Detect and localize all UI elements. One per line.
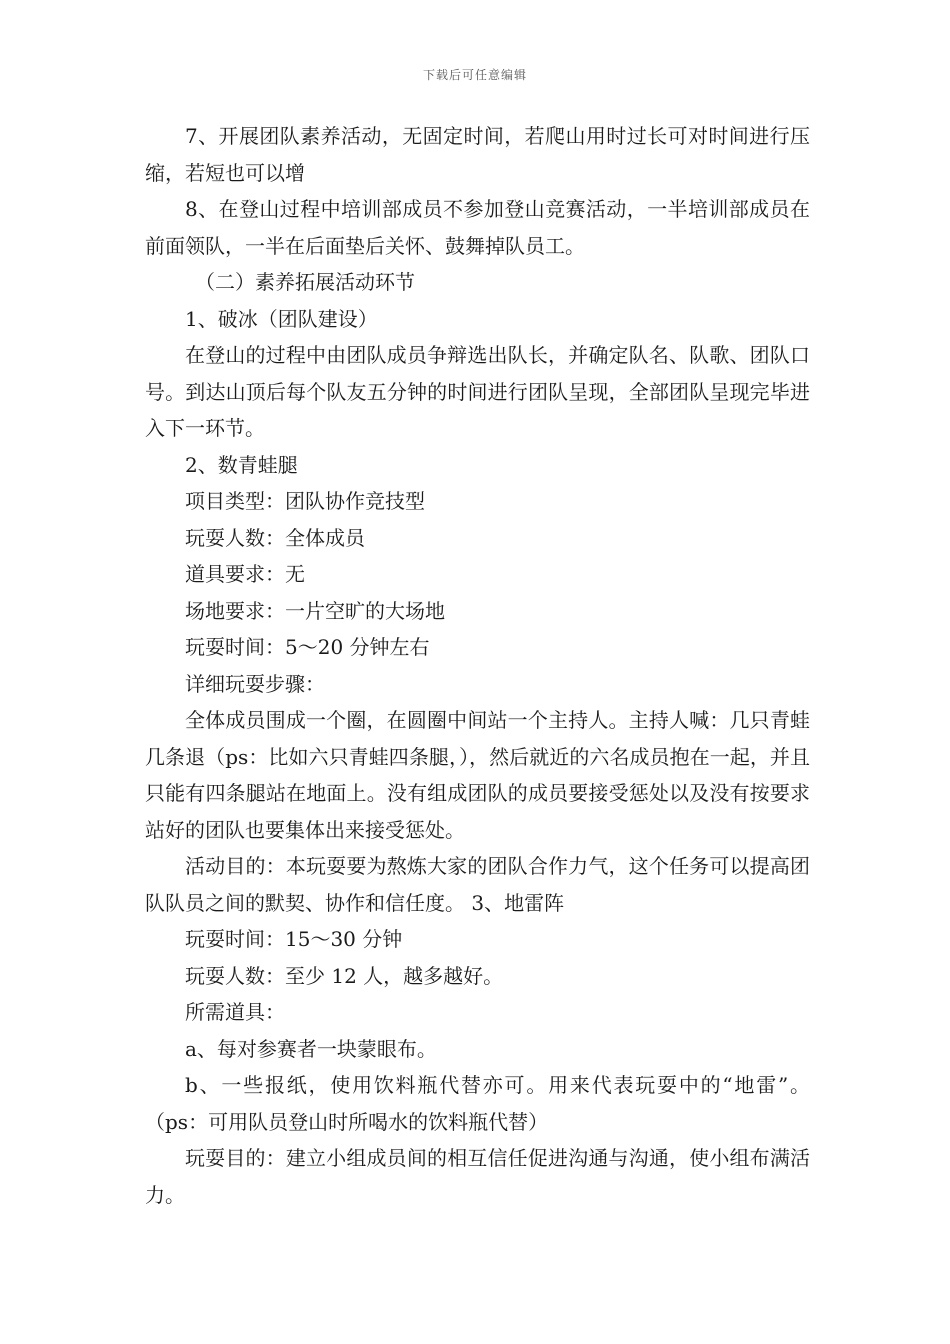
field-play-time: 玩耍时间：5～20 分钟左右 — [185, 635, 430, 659]
field-steps-heading: 详细玩耍步骤： — [185, 671, 325, 696]
field-minefield-props-heading: 所需道具： — [185, 1000, 285, 1024]
paragraph-frog-steps: 全体成员围成一个圈，在圆圈中间站一个主持人。主持人喊：几只青蛙几条退（ps：比如六只青蛙四条腿，），然后就近的六名成员抱在一起，并且只能有四条腿站在地面上。没有组成团队的成员要接受惩处以及没有按要求站好的团队也要集体出来接受惩处。 — [145, 708, 810, 842]
paragraph-8: 8、在登山过程中培训部成员不参加登山竞赛活动，一半培训部成员在前面领队，一半在后面垫后关怀、鼓舞掉队员工。 — [145, 197, 810, 258]
list-item-b: b、一些报纸，使用饮料瓶代替亦可。用来代表玩耍中的“地雷”。（ps：可用队员登山时所喝水的饮料瓶代替） — [145, 1073, 810, 1134]
paragraph-icebreak-desc: 在登山的过程中由团队成员争辩选出队长，并确定队名、队歌、团队口号。到达山顶后每个队友五分钟的时间进行团队呈现，全部团队呈现完毕进入下一环节。 — [145, 343, 810, 440]
paragraph-frog-purpose: 活动目的：本玩耍要为熬炼大家的团队合作力气，这个任务可以提高团队队员之间的默契、协作和信任度。 3、地雷阵 — [145, 854, 810, 915]
field-player-count: 玩耍人数：全体成员 — [185, 525, 365, 550]
paragraph-7: 7、开展团队素养活动，无固定时间，若爬山用时过长可对时间进行压缩，若短也可以增 — [145, 124, 810, 185]
document-body — [145, 118, 810, 1213]
section-heading-activities: （二）素养拓展活动环节 — [195, 270, 415, 294]
field-project-type: 项目类型：团队协作竞技型 — [185, 489, 425, 513]
field-venue: 场地要求：一片空旷的大场地 — [185, 598, 445, 623]
page-header-note: 下载后可任意编辑 — [422, 68, 527, 82]
item-heading-frog-legs: 2、数青蛙腿 — [185, 452, 298, 477]
list-item-a: a、每对参赛者一块蒙眼布。 — [185, 1036, 437, 1061]
paragraph-minefield-purpose: 玩耍目的：建立小组成员间的相互信任促进沟通与沟通，使小组布满活力。 — [145, 1146, 810, 1207]
field-minefield-time: 玩耍时间：15～30 分钟 — [185, 927, 403, 951]
field-minefield-players: 玩耍人数：至少 12 人，越多越好。 — [185, 963, 504, 988]
item-heading-icebreak: 1、破冰（团队建设） — [185, 306, 378, 331]
field-props: 道具要求：无 — [185, 562, 305, 586]
